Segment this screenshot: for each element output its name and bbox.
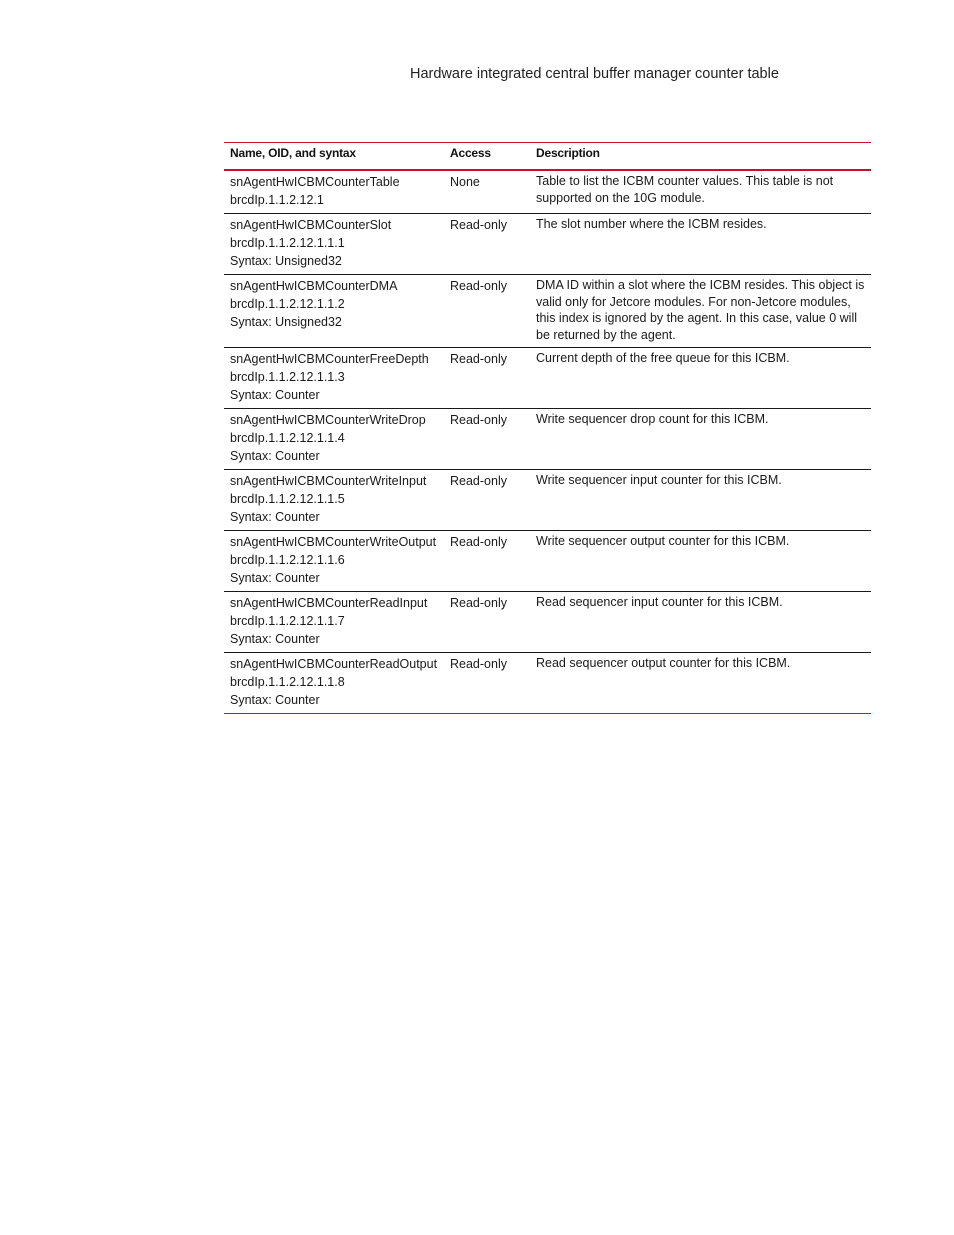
object-name: snAgentHwICBMCounterWriteDrop: [230, 413, 426, 427]
access-cell: None: [450, 175, 480, 189]
description-cell: Write sequencer input counter for this ICBM.: [536, 473, 782, 487]
description-cell: Read sequencer output counter for this ICBM.: [536, 656, 791, 670]
object-name: snAgentHwICBMCounterDMA: [230, 279, 398, 293]
object-syntax: Syntax: Counter: [230, 693, 320, 707]
name-cell: [224, 170, 444, 214]
object-syntax: Syntax: Counter: [230, 571, 320, 585]
object-syntax: Syntax: Counter: [230, 632, 320, 646]
object-oid: brcdIp.1.1.2.12.1.1.3: [230, 370, 345, 384]
object-name: snAgentHwICBMCounterWriteInput: [230, 474, 427, 488]
name-cell: [224, 409, 444, 470]
table-row: [224, 653, 871, 714]
table-header-row: [224, 143, 871, 171]
description-cell: The slot number where the ICBM resides.: [536, 217, 767, 231]
column-header-description: Description: [536, 146, 600, 160]
name-cell: [224, 348, 444, 409]
object-syntax: Syntax: Unsigned32: [230, 254, 342, 268]
description-cell: Table to list the ICBM counter values. This table is not supported on the 10G module.: [536, 174, 834, 205]
object-name: snAgentHwICBMCounterFreeDepth: [230, 352, 429, 366]
object-oid: brcdIp.1.1.2.12.1.1.5: [230, 492, 345, 506]
name-cell: [224, 214, 444, 275]
table-row: [224, 170, 871, 214]
name-cell: [224, 531, 444, 592]
table-row: [224, 592, 871, 653]
running-header-title: Hardware integrated central buffer manager counter table: [410, 66, 779, 82]
table-row: [224, 348, 871, 409]
object-name: snAgentHwICBMCounterWriteOutput: [230, 535, 437, 549]
access-cell: Read-only: [450, 279, 507, 293]
access-cell: Read-only: [450, 352, 507, 366]
object-oid: brcdIp.1.1.2.12.1.1.1: [230, 236, 345, 250]
name-cell: [224, 653, 444, 714]
object-oid: brcdIp.1.1.2.12.1.1.6: [230, 553, 345, 567]
description-cell: Read sequencer input counter for this ICBM.: [536, 595, 783, 609]
object-oid: brcdIp.1.1.2.12.1.1.7: [230, 614, 345, 628]
object-syntax: Syntax: Counter: [230, 388, 320, 402]
name-cell: [224, 275, 444, 348]
access-cell: Read-only: [450, 596, 507, 610]
object-name: snAgentHwICBMCounterReadOutput: [230, 657, 438, 671]
column-header-access: Access: [450, 146, 491, 160]
table-row: [224, 275, 871, 348]
description-cell: Current depth of the free queue for this ICBM.: [536, 351, 790, 365]
object-oid: brcdIp.1.1.2.12.1: [230, 193, 324, 207]
table-row: [224, 531, 871, 592]
column-header-name: Name, OID, and syntax: [230, 146, 356, 160]
mib-object-table: [224, 142, 871, 714]
object-oid: brcdIp.1.1.2.12.1.1.4: [230, 431, 345, 445]
access-cell: Read-only: [450, 657, 507, 671]
access-cell: Read-only: [450, 413, 507, 427]
name-cell: [224, 470, 444, 531]
object-oid: brcdIp.1.1.2.12.1.1.8: [230, 675, 345, 689]
object-name: snAgentHwICBMCounterSlot: [230, 218, 392, 232]
description-cell: Write sequencer output counter for this ICBM.: [536, 534, 790, 548]
object-name: snAgentHwICBMCounterTable: [230, 175, 400, 189]
object-syntax: Syntax: Counter: [230, 449, 320, 463]
access-cell: Read-only: [450, 218, 507, 232]
mib-object-table-container: [224, 142, 871, 714]
access-cell: Read-only: [450, 535, 507, 549]
object-syntax: Syntax: Unsigned32: [230, 315, 342, 329]
object-name: snAgentHwICBMCounterReadInput: [230, 596, 428, 610]
access-cell: Read-only: [450, 474, 507, 488]
description-cell: Write sequencer drop count for this ICBM.: [536, 412, 769, 426]
object-oid: brcdIp.1.1.2.12.1.1.2: [230, 297, 345, 311]
object-syntax: Syntax: Counter: [230, 510, 320, 524]
description-cell: DMA ID within a slot where the ICBM resides. This object is valid only for Jetcore modules. For non-Jetcore modules, this index is ignored by the agent. In this case, value 0 will be returned by the agent.: [536, 278, 865, 342]
table-row: [224, 214, 871, 275]
table-row: [224, 409, 871, 470]
table-row: [224, 470, 871, 531]
name-cell: [224, 592, 444, 653]
